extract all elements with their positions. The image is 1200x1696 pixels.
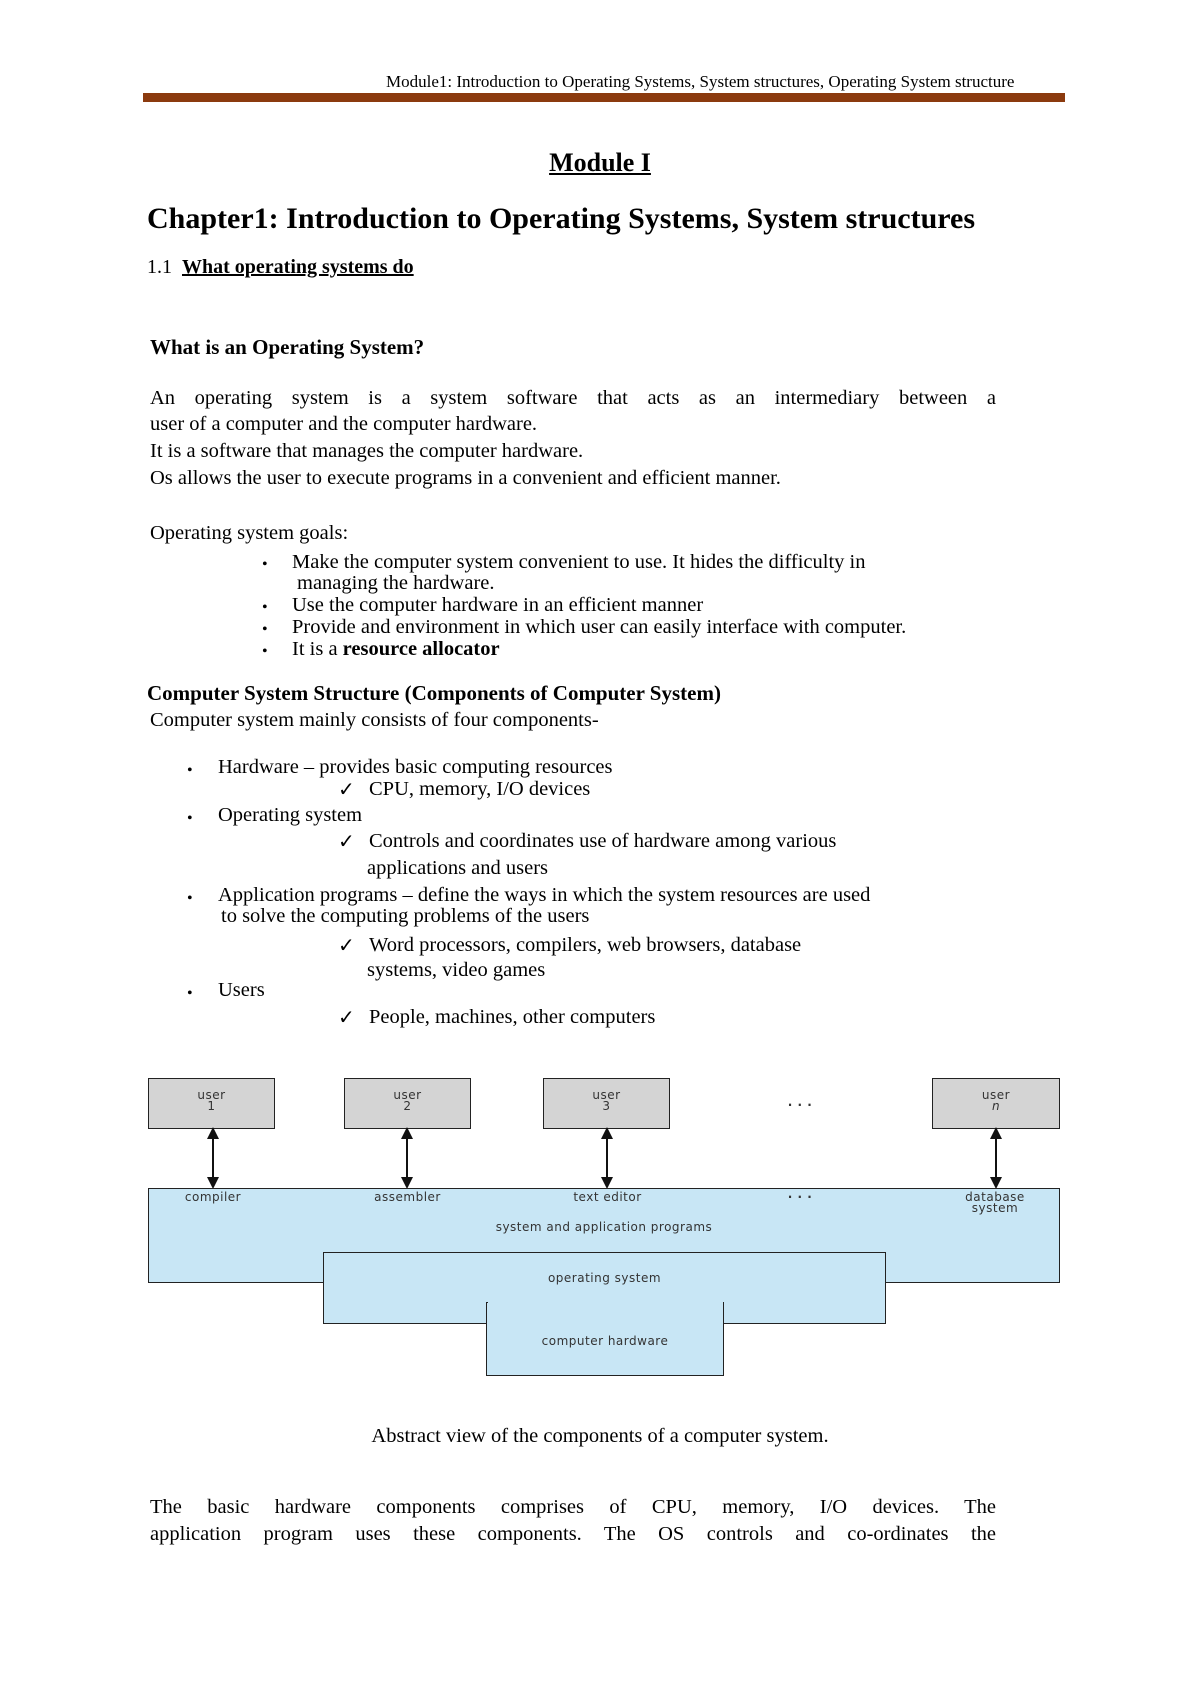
intro-line-3: It is a software that manages the computer hardware. xyxy=(150,440,584,462)
section-number: 1.1 xyxy=(147,256,172,278)
program-label-text-editor: text editor xyxy=(573,1190,642,1204)
program-label-compiler: compiler xyxy=(184,1190,242,1204)
component-os-sub-1: Controls and coordinates use of hardware among various xyxy=(369,830,837,852)
program-label-database: database system xyxy=(965,1190,1025,1215)
component-os: Operating system xyxy=(218,804,363,826)
check-icon: ✓ xyxy=(338,831,355,853)
user-box-label: user 1 xyxy=(197,1088,226,1113)
bullet-icon: • xyxy=(187,985,193,1002)
check-icon: ✓ xyxy=(338,779,355,801)
component-users: Users xyxy=(218,979,265,1001)
programs-layer-fill-left xyxy=(150,1250,322,1282)
user-box-label: user n xyxy=(981,1088,1011,1113)
layer-label-programs: system and application programs xyxy=(495,1220,713,1234)
layer-label-hardware: computer hardware xyxy=(541,1334,669,1348)
goal-item-1: Make the computer system convenient to use. It hides the difficulty in xyxy=(292,551,866,573)
component-apps-2: to solve the computing problems of the users xyxy=(221,905,590,927)
goals-heading: Operating system goals: xyxy=(150,522,349,544)
closing-line-1: The basic hardware components comprises of CPU, memory, I/O devices. The xyxy=(150,1496,996,1518)
component-hardware: Hardware – provides basic computing resources xyxy=(218,756,613,778)
structure-heading: Computer System Structure (Components of Computer System) xyxy=(147,681,721,705)
layer-label-os: operating system xyxy=(547,1271,662,1285)
check-icon: ✓ xyxy=(338,1007,355,1029)
component-apps-sub-2: systems, video games xyxy=(367,959,546,981)
bullet-icon: • xyxy=(262,643,268,660)
users-ellipsis: · · · xyxy=(787,1098,813,1112)
goal-item-1-cont: managing the hardware. xyxy=(297,572,495,594)
os-layer-fill-center xyxy=(488,1300,723,1323)
intro-line-2: user of a computer and the computer hardware. xyxy=(150,413,538,435)
component-os-sub-2: applications and users xyxy=(367,857,549,879)
programs-layer-fill-right xyxy=(888,1250,1059,1282)
running-header: Module1: Introduction to Operating Systems, System structures, Operating System structure xyxy=(386,72,1015,91)
component-apps-1: Application programs – define the ways in which the system resources are used xyxy=(218,884,871,906)
question-heading: What is an Operating System? xyxy=(150,335,425,359)
bullet-icon: • xyxy=(262,599,268,616)
bullet-icon: • xyxy=(187,810,193,827)
component-users-sub: People, machines, other computers xyxy=(369,1006,656,1028)
check-icon: ✓ xyxy=(338,935,355,957)
section-title: What operating systems do xyxy=(182,256,414,278)
component-apps-sub-1: Word processors, compilers, web browsers, database xyxy=(369,934,802,956)
goal-item-4-bold: resource allocator xyxy=(342,638,500,660)
goal-item-2: Use the computer hardware in an efficient manner xyxy=(292,594,704,616)
goal-item-3: Provide and environment in which user can easily interface with computer. xyxy=(292,616,907,638)
figure-caption: Abstract view of the components of a computer system. xyxy=(371,1425,829,1447)
program-label-ellipsis: · · · xyxy=(787,1190,813,1204)
program-label-assembler: assembler xyxy=(374,1190,441,1204)
bullet-icon: • xyxy=(187,762,193,779)
module-title: Module I xyxy=(549,148,651,177)
intro-line-4: Os allows the user to execute programs in a convenient and efficient manner. xyxy=(150,467,781,489)
structure-intro: Computer system mainly consists of four components- xyxy=(150,709,599,731)
bullet-icon: • xyxy=(187,890,193,907)
bullet-icon: • xyxy=(262,621,268,638)
bullet-icon: • xyxy=(262,556,268,573)
goal-item-4-prefix: It is a xyxy=(292,638,338,660)
user-box-label: user 2 xyxy=(393,1088,422,1113)
intro-line-1: An operating system is a system software that acts as an intermediary between a xyxy=(150,387,996,409)
chapter-title: Chapter1: Introduction to Operating Systems, System structures xyxy=(147,202,976,235)
closing-line-2: application program uses these components. The OS controls and co-ordinates the xyxy=(150,1523,996,1545)
user-box-label: user 3 xyxy=(592,1088,621,1113)
component-hardware-sub: CPU, memory, I/O devices xyxy=(369,778,591,800)
